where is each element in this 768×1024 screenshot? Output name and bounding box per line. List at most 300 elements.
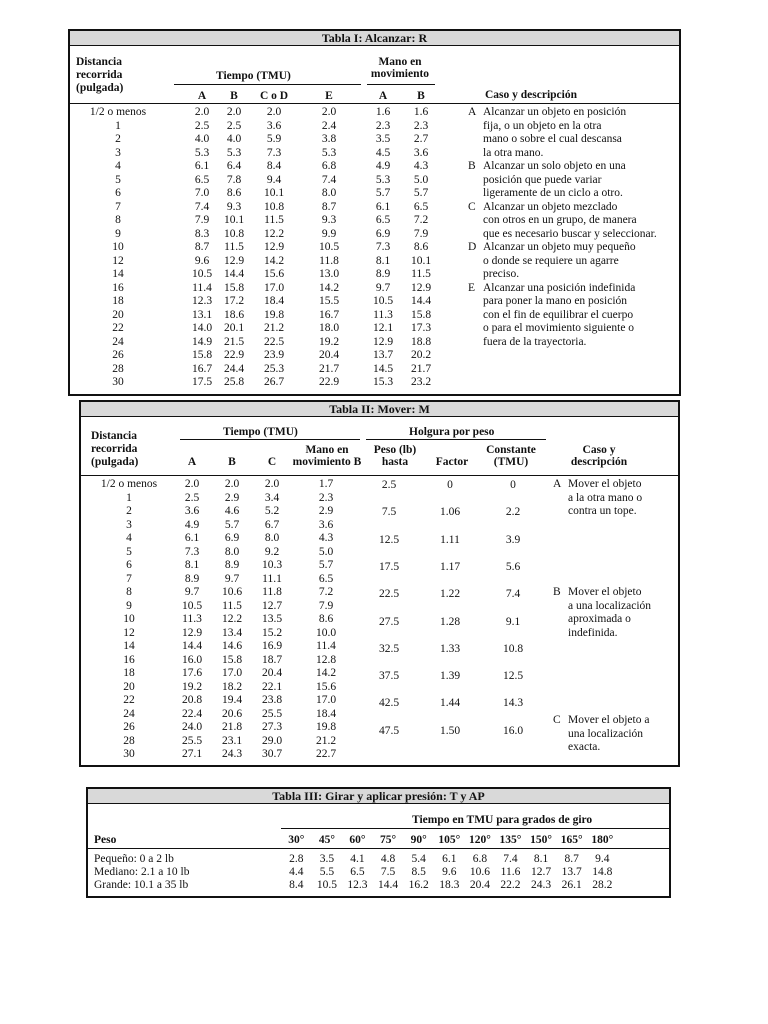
- distance-cell: 3: [126, 518, 132, 531]
- table-row: [81, 694, 371, 708]
- value-cell: 1.6: [413, 106, 429, 118]
- value-cell: 7.3: [266, 146, 282, 159]
- value-cell: 8.6: [413, 241, 429, 253]
- value-cell: 6.5: [194, 173, 210, 186]
- value-cell: 2.5: [194, 119, 210, 132]
- table-row: [70, 268, 470, 282]
- value-cell: 18.8: [410, 335, 432, 348]
- value-cell: 25.5: [261, 707, 283, 720]
- value-cell: 10.0: [315, 626, 337, 639]
- distance-cell: 7: [126, 572, 132, 585]
- value-cell: 5.3: [321, 146, 337, 159]
- value-cell: 11.8: [262, 586, 282, 598]
- value-cell: 8.9: [375, 268, 391, 280]
- distance-cell: 8: [115, 214, 121, 226]
- value-cell: 5.3: [226, 146, 242, 159]
- value-cell: 14.2: [318, 281, 340, 294]
- column-header: A: [197, 90, 207, 102]
- case-text-line: Mover el objeto: [568, 586, 642, 598]
- value-cell: 14.4: [378, 879, 399, 891]
- distance-cell: 6: [115, 187, 121, 199]
- constant-cell: 3.9: [505, 533, 521, 546]
- value-cell: 3.6: [413, 146, 429, 159]
- table-move: [79, 400, 680, 767]
- degree-header: 135°: [499, 834, 522, 846]
- value-cell: 15.6: [315, 680, 337, 693]
- value-cell: 5.2: [264, 505, 280, 517]
- table-row: [70, 363, 470, 377]
- value-cell: 22.7: [315, 748, 337, 760]
- value-cell: 15.8: [223, 281, 245, 294]
- table-row: [88, 879, 669, 892]
- allowance-row: [361, 506, 551, 520]
- value-cell: 9.7: [224, 572, 240, 585]
- table-row: [81, 627, 371, 641]
- value-cell: 27.1: [181, 748, 203, 760]
- factor-cell: 1.44: [439, 697, 461, 710]
- factor-header: Factor: [435, 456, 469, 468]
- allowance-header: Holgura por peso: [409, 426, 495, 438]
- value-cell: 29.0: [261, 734, 283, 747]
- value-cell: 5.7: [413, 187, 429, 199]
- value-cell: 22.4: [181, 707, 203, 720]
- degree-header: 90°: [410, 834, 427, 846]
- value-cell: 17.2: [223, 295, 245, 307]
- allowance-row: [361, 588, 551, 602]
- distance-cell: 30: [112, 376, 124, 388]
- degree-header: 165°: [560, 834, 583, 846]
- value-cell: 7.9: [194, 214, 210, 226]
- value-cell: 22.9: [223, 349, 245, 361]
- factor-cell: 1.17: [439, 560, 461, 573]
- constant-cell: 0: [510, 479, 516, 491]
- value-cell: 6.1: [442, 853, 457, 865]
- table-row: [81, 681, 371, 695]
- value-cell: 2.9: [224, 491, 240, 504]
- value-cell: 8.0: [264, 532, 280, 544]
- distance-cell: 28: [112, 362, 124, 375]
- case-letter: D: [468, 241, 477, 253]
- value-cell: 6.5: [350, 866, 365, 878]
- table-row: [70, 120, 470, 134]
- value-cell: 15.5: [318, 295, 340, 307]
- value-cell: 16.9: [261, 640, 283, 652]
- table-row: [81, 654, 371, 668]
- degree-header: 60°: [349, 834, 366, 846]
- column-header: C: [267, 456, 277, 468]
- value-cell: 11.4: [316, 640, 336, 652]
- value-cell: 10.5: [191, 268, 213, 280]
- table-move-title: Tabla II: Mover: M: [81, 402, 678, 417]
- distance-cell: 26: [123, 721, 135, 733]
- factor-cell: 1.06: [439, 506, 461, 519]
- table-row: [70, 201, 470, 215]
- allowance-underline: [366, 439, 546, 440]
- case-header: Caso y descripción: [570, 444, 628, 468]
- value-cell: 10.1: [223, 214, 245, 226]
- value-cell: 15.8: [191, 349, 213, 361]
- value-cell: 10.5: [318, 241, 340, 253]
- table-row: [81, 748, 371, 762]
- table-row: [81, 559, 371, 573]
- value-cell: 20.2: [410, 349, 432, 361]
- case-letter: C: [468, 200, 476, 213]
- case-text-line: Alcanzar un objeto muy pequeño: [483, 241, 636, 253]
- value-cell: 11.4: [192, 281, 212, 294]
- value-cell: 7.9: [318, 599, 334, 612]
- value-cell: 10.8: [263, 200, 285, 213]
- case-text-line: Alcanzar un objeto en posición: [483, 106, 627, 118]
- value-cell: 15.2: [261, 626, 283, 639]
- value-cell: 13.7: [561, 866, 582, 878]
- constant-cell: 10.8: [502, 642, 524, 655]
- case-text: [483, 201, 657, 242]
- value-cell: 23.1: [221, 734, 243, 747]
- table-row: [70, 160, 470, 174]
- value-cell: 6.1: [375, 200, 391, 213]
- case-text-line: a la otra mano o: [568, 491, 643, 504]
- value-cell: 24.3: [531, 879, 552, 891]
- value-cell: 13.4: [221, 626, 243, 639]
- value-cell: 26.7: [263, 376, 285, 388]
- value-cell: 17.0: [263, 281, 285, 294]
- case-text: [483, 160, 626, 201]
- value-cell: 10.5: [372, 295, 394, 307]
- table-row: [81, 546, 371, 560]
- value-cell: 20.8: [181, 694, 203, 706]
- value-cell: 17.3: [410, 322, 432, 334]
- value-cell: 9.9: [321, 227, 337, 240]
- value-cell: 2.0: [321, 106, 337, 118]
- value-cell: 8.4: [266, 160, 282, 172]
- value-cell: 9.4: [266, 173, 282, 186]
- value-cell: 13.7: [372, 349, 394, 361]
- case-text-line: contra un tope.: [568, 505, 637, 517]
- degree-header: 45°: [318, 834, 335, 846]
- value-cell: 11.5: [224, 241, 244, 253]
- value-cell: 12.9: [223, 254, 245, 267]
- value-cell: 2.8: [289, 853, 304, 865]
- table-row: [88, 853, 669, 866]
- value-cell: 23.9: [263, 349, 285, 361]
- value-cell: 3.6: [318, 518, 334, 531]
- degree-header: 105°: [438, 834, 461, 846]
- value-cell: 20.1: [223, 322, 245, 334]
- distance-cell: 22: [123, 694, 135, 706]
- hand-header: Mano en movimiento B: [292, 444, 362, 468]
- value-cell: 11.5: [411, 268, 431, 280]
- case-text: [568, 714, 649, 755]
- value-cell: 7.3: [375, 241, 391, 253]
- value-cell: 15.8: [410, 308, 432, 321]
- value-cell: 17.5: [191, 376, 213, 388]
- table-row: [81, 708, 371, 722]
- value-cell: 7.4: [503, 853, 518, 865]
- time-header: Tiempo (TMU): [216, 70, 291, 82]
- distance-cell: 9: [126, 599, 132, 612]
- hand-header: Mano en movimiento: [370, 56, 430, 80]
- constant-cell: 7.4: [505, 588, 521, 601]
- distance-cell: 1: [126, 491, 132, 504]
- table-row: [70, 336, 470, 350]
- value-cell: 7.3: [184, 545, 200, 558]
- allowance-row: [361, 616, 551, 630]
- value-cell: 3.6: [266, 119, 282, 132]
- case-letter: B: [468, 160, 476, 172]
- table-row: [81, 505, 371, 519]
- value-cell: 14.4: [181, 640, 203, 652]
- value-cell: 11.5: [222, 599, 242, 612]
- case-text-line: con otros en un grupo, de manera: [483, 214, 637, 226]
- distance-cell: 1/2 o menos: [100, 478, 158, 490]
- case-text-line: que es necesario buscar y seleccionar.: [483, 227, 657, 240]
- value-cell: 2.3: [413, 119, 429, 132]
- value-cell: 4.9: [184, 518, 200, 531]
- distance-cell: 1/2 o menos: [89, 106, 147, 118]
- distance-cell: 14: [112, 268, 124, 280]
- case-text-line: posición que puede variar: [483, 173, 602, 186]
- case-text: [483, 106, 626, 160]
- weight-label: Mediano: 2.1 a 10 lb: [94, 866, 190, 878]
- table-row: [70, 147, 470, 161]
- value-cell: 9.6: [442, 866, 457, 878]
- value-cell: 14.6: [221, 640, 243, 652]
- value-cell: 12.1: [372, 322, 394, 334]
- value-cell: 12.2: [263, 227, 285, 240]
- table-row: [81, 600, 371, 614]
- case-text-line: la otra mano.: [483, 146, 544, 159]
- value-cell: 10.1: [410, 254, 432, 267]
- distance-cell: 22: [112, 322, 124, 334]
- value-cell: 8.6: [226, 187, 242, 199]
- value-cell: 14.5: [372, 362, 394, 375]
- value-cell: 4.3: [413, 160, 429, 172]
- value-cell: 5.7: [375, 187, 391, 199]
- value-cell: 8.0: [321, 187, 337, 199]
- value-cell: 10.5: [316, 879, 337, 891]
- value-cell: 12.3: [347, 879, 368, 891]
- table-move-body: [81, 478, 678, 766]
- weight-cell: 7.5: [381, 506, 397, 519]
- distance-cell: 4: [126, 532, 132, 544]
- distance-cell: 30: [123, 748, 135, 760]
- value-cell: 12.2: [221, 613, 243, 625]
- distance-cell: 12: [112, 254, 124, 267]
- value-cell: 21.2: [315, 734, 337, 747]
- table-row: [81, 586, 371, 600]
- value-cell: 22.1: [261, 680, 283, 693]
- distance-cell: 16: [123, 653, 135, 666]
- case-letter: A: [468, 106, 477, 118]
- value-cell: 2.9: [318, 505, 334, 517]
- value-cell: 23.2: [410, 376, 432, 388]
- table-reach-body: [70, 106, 679, 396]
- value-cell: 20.6: [221, 707, 243, 720]
- value-cell: 19.8: [263, 308, 285, 321]
- value-cell: 27.3: [261, 721, 283, 733]
- case-letter: E: [468, 281, 476, 294]
- table-row: [70, 349, 470, 363]
- distance-cell: 1: [115, 119, 121, 132]
- value-cell: 12.9: [263, 241, 285, 253]
- turn-time-header: Tiempo en TMU para grados de giro: [412, 814, 593, 826]
- value-cell: 9.6: [194, 254, 210, 267]
- degree-header: 180°: [591, 834, 614, 846]
- allowance-row: [361, 643, 551, 657]
- distance-cell: 16: [112, 281, 124, 294]
- value-cell: 2.0: [194, 106, 210, 118]
- table-row: [81, 613, 371, 627]
- column-header: B: [230, 90, 238, 102]
- weight-cell: 47.5: [378, 724, 400, 737]
- value-cell: 17.0: [315, 694, 337, 706]
- value-cell: 12.7: [261, 599, 283, 612]
- table-row: [70, 106, 470, 120]
- column-header: B: [228, 456, 236, 468]
- table-row: [70, 309, 470, 323]
- distance-cell: 6: [126, 559, 132, 571]
- value-cell: 11.6: [500, 866, 521, 878]
- value-cell: 11.1: [262, 572, 282, 585]
- value-cell: 24.0: [181, 721, 203, 733]
- table-row: [81, 640, 371, 654]
- case-text-line: preciso.: [483, 268, 520, 280]
- table-row: [70, 282, 470, 296]
- value-cell: 8.1: [533, 853, 549, 865]
- value-cell: 19.2: [181, 680, 203, 693]
- weight-header: Peso (lb) hasta: [373, 444, 417, 468]
- value-cell: 2.5: [226, 119, 242, 132]
- value-cell: 6.5: [375, 214, 391, 226]
- value-cell: 5.0: [318, 545, 334, 558]
- distance-cell: 20: [123, 680, 135, 693]
- case-text: [568, 586, 651, 640]
- value-cell: 5.0: [413, 173, 429, 186]
- value-cell: 12.9: [372, 335, 394, 348]
- value-cell: 3.5: [375, 133, 391, 145]
- table-reach-title: Tabla I: Alcanzar: R: [70, 31, 679, 46]
- value-cell: 4.9: [375, 160, 391, 172]
- value-cell: 2.0: [224, 478, 240, 490]
- value-cell: 24.3: [221, 748, 243, 760]
- value-cell: 10.5: [181, 599, 203, 612]
- value-cell: 9.7: [375, 281, 391, 294]
- degree-header: 30°: [288, 834, 305, 846]
- case-text: [483, 241, 636, 282]
- value-cell: 13.1: [191, 308, 213, 321]
- value-cell: 19.4: [221, 694, 243, 706]
- value-cell: 6.4: [226, 160, 242, 172]
- value-cell: 16.0: [181, 653, 203, 666]
- case-text-line: ligeramente de un ciclo a otro.: [483, 187, 623, 199]
- case-text-line: o para el movimiento siguiente o: [483, 322, 635, 334]
- value-cell: 5.4: [411, 853, 426, 865]
- value-cell: 20.4: [469, 879, 490, 891]
- hand-underline: [367, 84, 435, 85]
- value-cell: 4.3: [318, 532, 334, 544]
- value-cell: 17.6: [181, 667, 203, 679]
- value-cell: 10.6: [221, 586, 243, 598]
- constant-cell: 14.3: [502, 697, 524, 710]
- distance-cell: 5: [115, 173, 121, 186]
- value-cell: 18.6: [223, 308, 245, 321]
- value-cell: 8.1: [184, 559, 200, 571]
- factor-cell: 1.39: [439, 670, 461, 683]
- case-text-line: Mover el objeto: [568, 478, 642, 490]
- case-text-line: a una localización: [568, 599, 652, 612]
- value-cell: 11.3: [373, 308, 393, 321]
- value-cell: 14.0: [191, 322, 213, 334]
- case-text-line: indefinida.: [568, 626, 618, 639]
- case-letter: B: [553, 586, 561, 598]
- allowance-row: [361, 479, 551, 493]
- case-text-line: Mover el objeto a: [568, 714, 650, 727]
- constant-cell: 5.6: [505, 560, 521, 573]
- value-cell: 8.9: [184, 572, 200, 585]
- value-cell: 8.0: [224, 545, 240, 558]
- distance-cell: 14: [123, 640, 135, 652]
- value-cell: 13.5: [261, 613, 283, 625]
- table-row: [70, 322, 470, 336]
- table-row: [70, 133, 470, 147]
- distance-header: Distancia recorrida (pulgada): [91, 430, 139, 468]
- case-text-line: con el fin de equilibrar el cuerpo: [483, 308, 634, 321]
- value-cell: 10.6: [469, 866, 490, 878]
- value-cell: 18.2: [221, 680, 243, 693]
- distance-cell: 2: [126, 505, 132, 517]
- distance-cell: 7: [115, 200, 121, 213]
- value-cell: 6.9: [224, 532, 240, 544]
- table-reach: [68, 29, 681, 396]
- value-cell: 2.0: [184, 478, 200, 490]
- value-cell: 8.7: [194, 241, 210, 253]
- value-cell: 5.9: [266, 133, 282, 145]
- value-cell: 7.4: [194, 200, 210, 213]
- table-row: [81, 492, 371, 506]
- value-cell: 21.8: [221, 721, 243, 733]
- degree-header: 75°: [380, 834, 397, 846]
- distance-cell: 3: [115, 146, 121, 159]
- value-cell: 8.5: [411, 866, 426, 878]
- constant-cell: 2.2: [505, 506, 521, 519]
- value-cell: 1.7: [318, 478, 334, 490]
- value-cell: 8.9: [224, 559, 240, 571]
- value-cell: 12.9: [181, 626, 203, 639]
- factor-cell: 1.50: [439, 724, 461, 737]
- value-cell: 5.3: [375, 173, 391, 186]
- table-turn-header-rule: [88, 848, 669, 849]
- value-cell: 25.5: [181, 734, 203, 747]
- table-row: [70, 214, 470, 228]
- value-cell: 8.4: [289, 879, 304, 891]
- value-cell: 2.0: [226, 106, 242, 118]
- weight-label: Pequeño: 0 a 2 lb: [94, 853, 174, 865]
- value-cell: 4.8: [380, 853, 396, 865]
- value-cell: 7.5: [380, 866, 396, 878]
- distance-cell: 24: [112, 335, 124, 348]
- value-cell: 17.0: [221, 667, 243, 679]
- distance-cell: 10: [112, 241, 124, 253]
- value-cell: 9.2: [264, 545, 280, 558]
- value-cell: 7.2: [413, 214, 429, 226]
- column-header: A: [187, 456, 197, 468]
- value-cell: 12.9: [410, 281, 432, 294]
- case-text-line: fija, o un objeto en la otra: [483, 119, 602, 132]
- case-text-line: fuera de la trayectoria.: [483, 335, 587, 348]
- value-cell: 20.4: [261, 667, 283, 679]
- value-cell: 18.7: [261, 653, 283, 666]
- value-cell: 22.2: [500, 879, 521, 891]
